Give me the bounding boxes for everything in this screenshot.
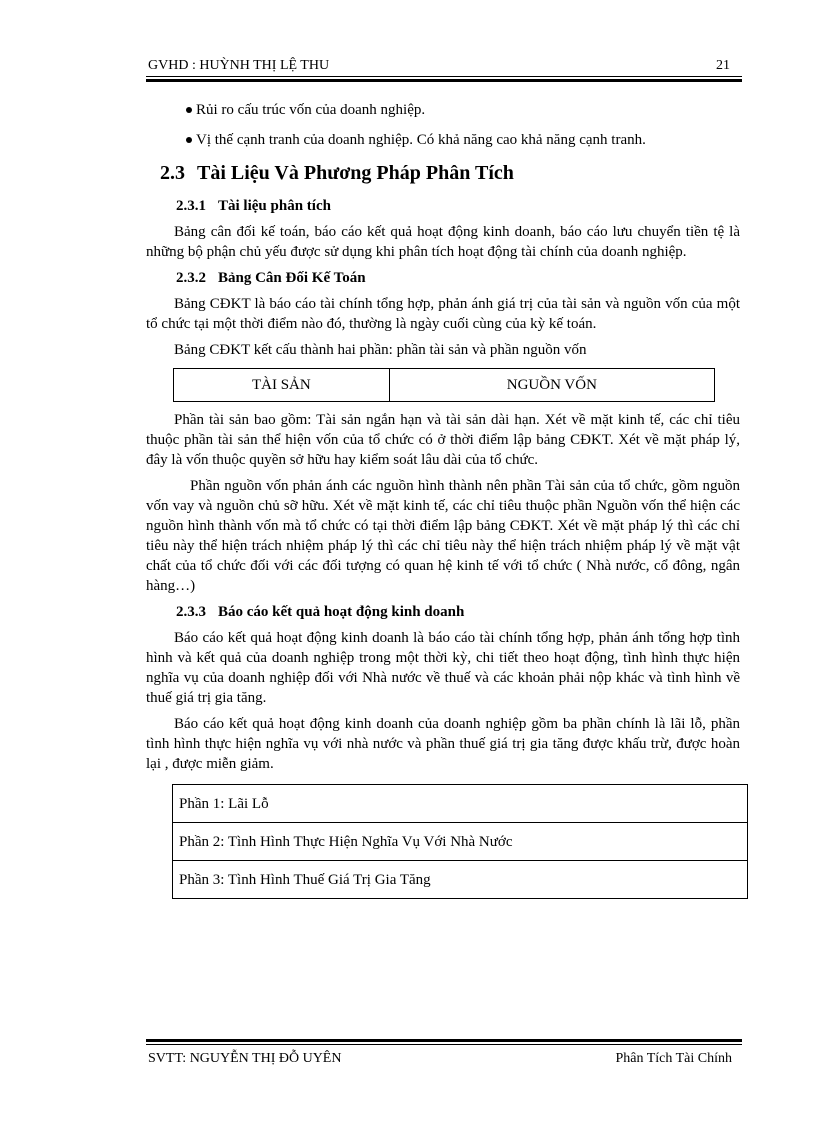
paragraph: Báo cáo kết quả hoạt động kinh doanh của doanh nghiệp gồm ba phần chính là lãi lỗ, phần tình hình thực hiện nghĩa vụ với nhà nước và phần thuế giá trị gia tăng được khấu trừ, được hoàn lại , được miễn giảm. xyxy=(146,716,740,772)
header-advisor: GVHD : HUỲNH THỊ LỆ THU xyxy=(148,58,330,73)
bullet-dot-icon xyxy=(186,107,192,113)
paragraph: Phần tài sản bao gồm: Tài sản ngắn hạn và tài sản dài hạn. Xét về mặt kinh tế, các chỉ tiêu thuộc phần tài sản thể hiện vốn của tổ chức có ở thời điểm lập bảng CĐKT. Xét về mặt pháp lý, đây là vốn thuộc quyền sở hữu hay kiểm soát lâu dài của tổ chức. xyxy=(146,412,740,468)
page-body xyxy=(146,100,740,899)
footer-student: SVTT: NGUYỄN THỊ ĐỖ UYÊN xyxy=(148,1051,342,1066)
table-row: Phần 2: Tình Hình Thực Hiện Nghĩa Vụ Với Nhà Nước xyxy=(173,823,748,861)
table-row: Phần 3: Tình Hình Thuế Giá Trị Gia Tăng xyxy=(173,861,748,899)
balance-sheet-table xyxy=(173,368,715,402)
page-header xyxy=(148,58,730,74)
footer-rule-thin xyxy=(146,1044,742,1045)
table-row: Phần 1: Lãi Lỗ xyxy=(173,785,748,823)
section-heading: 2.3 Tài Liệu Và Phương Pháp Phân Tích xyxy=(160,162,514,184)
header-rule-thick xyxy=(146,79,742,82)
paragraph: Bảng CĐKT kết cấu thành hai phần: phần tài sản và phần nguồn vốn xyxy=(174,342,587,358)
paragraph: Báo cáo kết quả hoạt động kinh doanh là báo cáo tài chính tổng hợp, phản ánh tổng hợp tình hình và kết quả của doanh nghiệp trong một thời kỳ, chi tiết theo hoạt động, tình hình thực hiện nghĩa vụ của doanh nghiệp đối với Nhà nước về thuế và các khoản phải nộp khác và tình hình về thuế giá trị gia tăng. xyxy=(146,630,740,706)
table-cell-assets: TÀI SẢN xyxy=(174,369,390,402)
subsection-heading-233: 2.3.3 Báo cáo kết quả hoạt động kinh doanh xyxy=(176,604,465,620)
subsection-heading-231: 2.3.1 Tài liệu phân tích xyxy=(176,198,331,214)
header-rule-thin xyxy=(146,76,742,77)
income-statement-parts-table xyxy=(172,784,748,899)
bullet-item: Vị thế cạnh tranh của doanh nghiệp. Có khả năng cao khả năng cạnh tranh. xyxy=(146,130,740,150)
paragraph: Phần nguồn vốn phản ánh các nguồn hình thành nên phần Tài sản của tổ chức, gồm nguồn vốn vay và nguồn chủ sỡ hữu. Xét về mặt kinh tế, các chỉ tiêu thuộc phần Nguồn vốn thể hiện các nguồn hình thành vốn mà tổ chức có tại thời điểm lập bảng CĐKT. Xét về mặt pháp lý thì các chỉ tiêu này thể hiện trách nhiệm pháp lý thì các chỉ tiêu này thể hiện trách nhiệm pháp lý về mặt vật chất của tổ chức đối với các đối tượng có quan hệ kinh tế với tổ chức ( Nhà nước, cổ đông, ngân hàng…) xyxy=(146,478,740,594)
bullet-dot-icon xyxy=(186,137,192,143)
bullet-item: Rủi ro cấu trúc vốn của doanh nghiệp. xyxy=(146,100,740,120)
table-cell-capital: NGUỒN VỐN xyxy=(389,369,714,402)
subsection-heading-232: 2.3.2 Bảng Cân Đối Kế Toán xyxy=(176,270,366,286)
page-footer xyxy=(148,1051,732,1067)
paragraph: Bảng cân đối kế toán, báo cáo kết quả hoạt động kinh doanh, báo cáo lưu chuyển tiền tệ là những bộ phận chủ yếu được sử dụng khi phân tích hoạt động tài chính của doanh nghiệp. xyxy=(146,224,740,260)
paragraph: Bảng CĐKT là báo cáo tài chính tổng hợp, phản ánh giá trị của tài sản và nguồn vốn của một tổ chức tại một thời điểm nào đó, thường là ngày cuối cùng của kỳ kế toán. xyxy=(146,296,740,332)
footer-topic: Phân Tích Tài Chính xyxy=(615,1051,732,1066)
footer-rule-thick xyxy=(146,1039,742,1042)
page-number: 21 xyxy=(716,58,730,73)
